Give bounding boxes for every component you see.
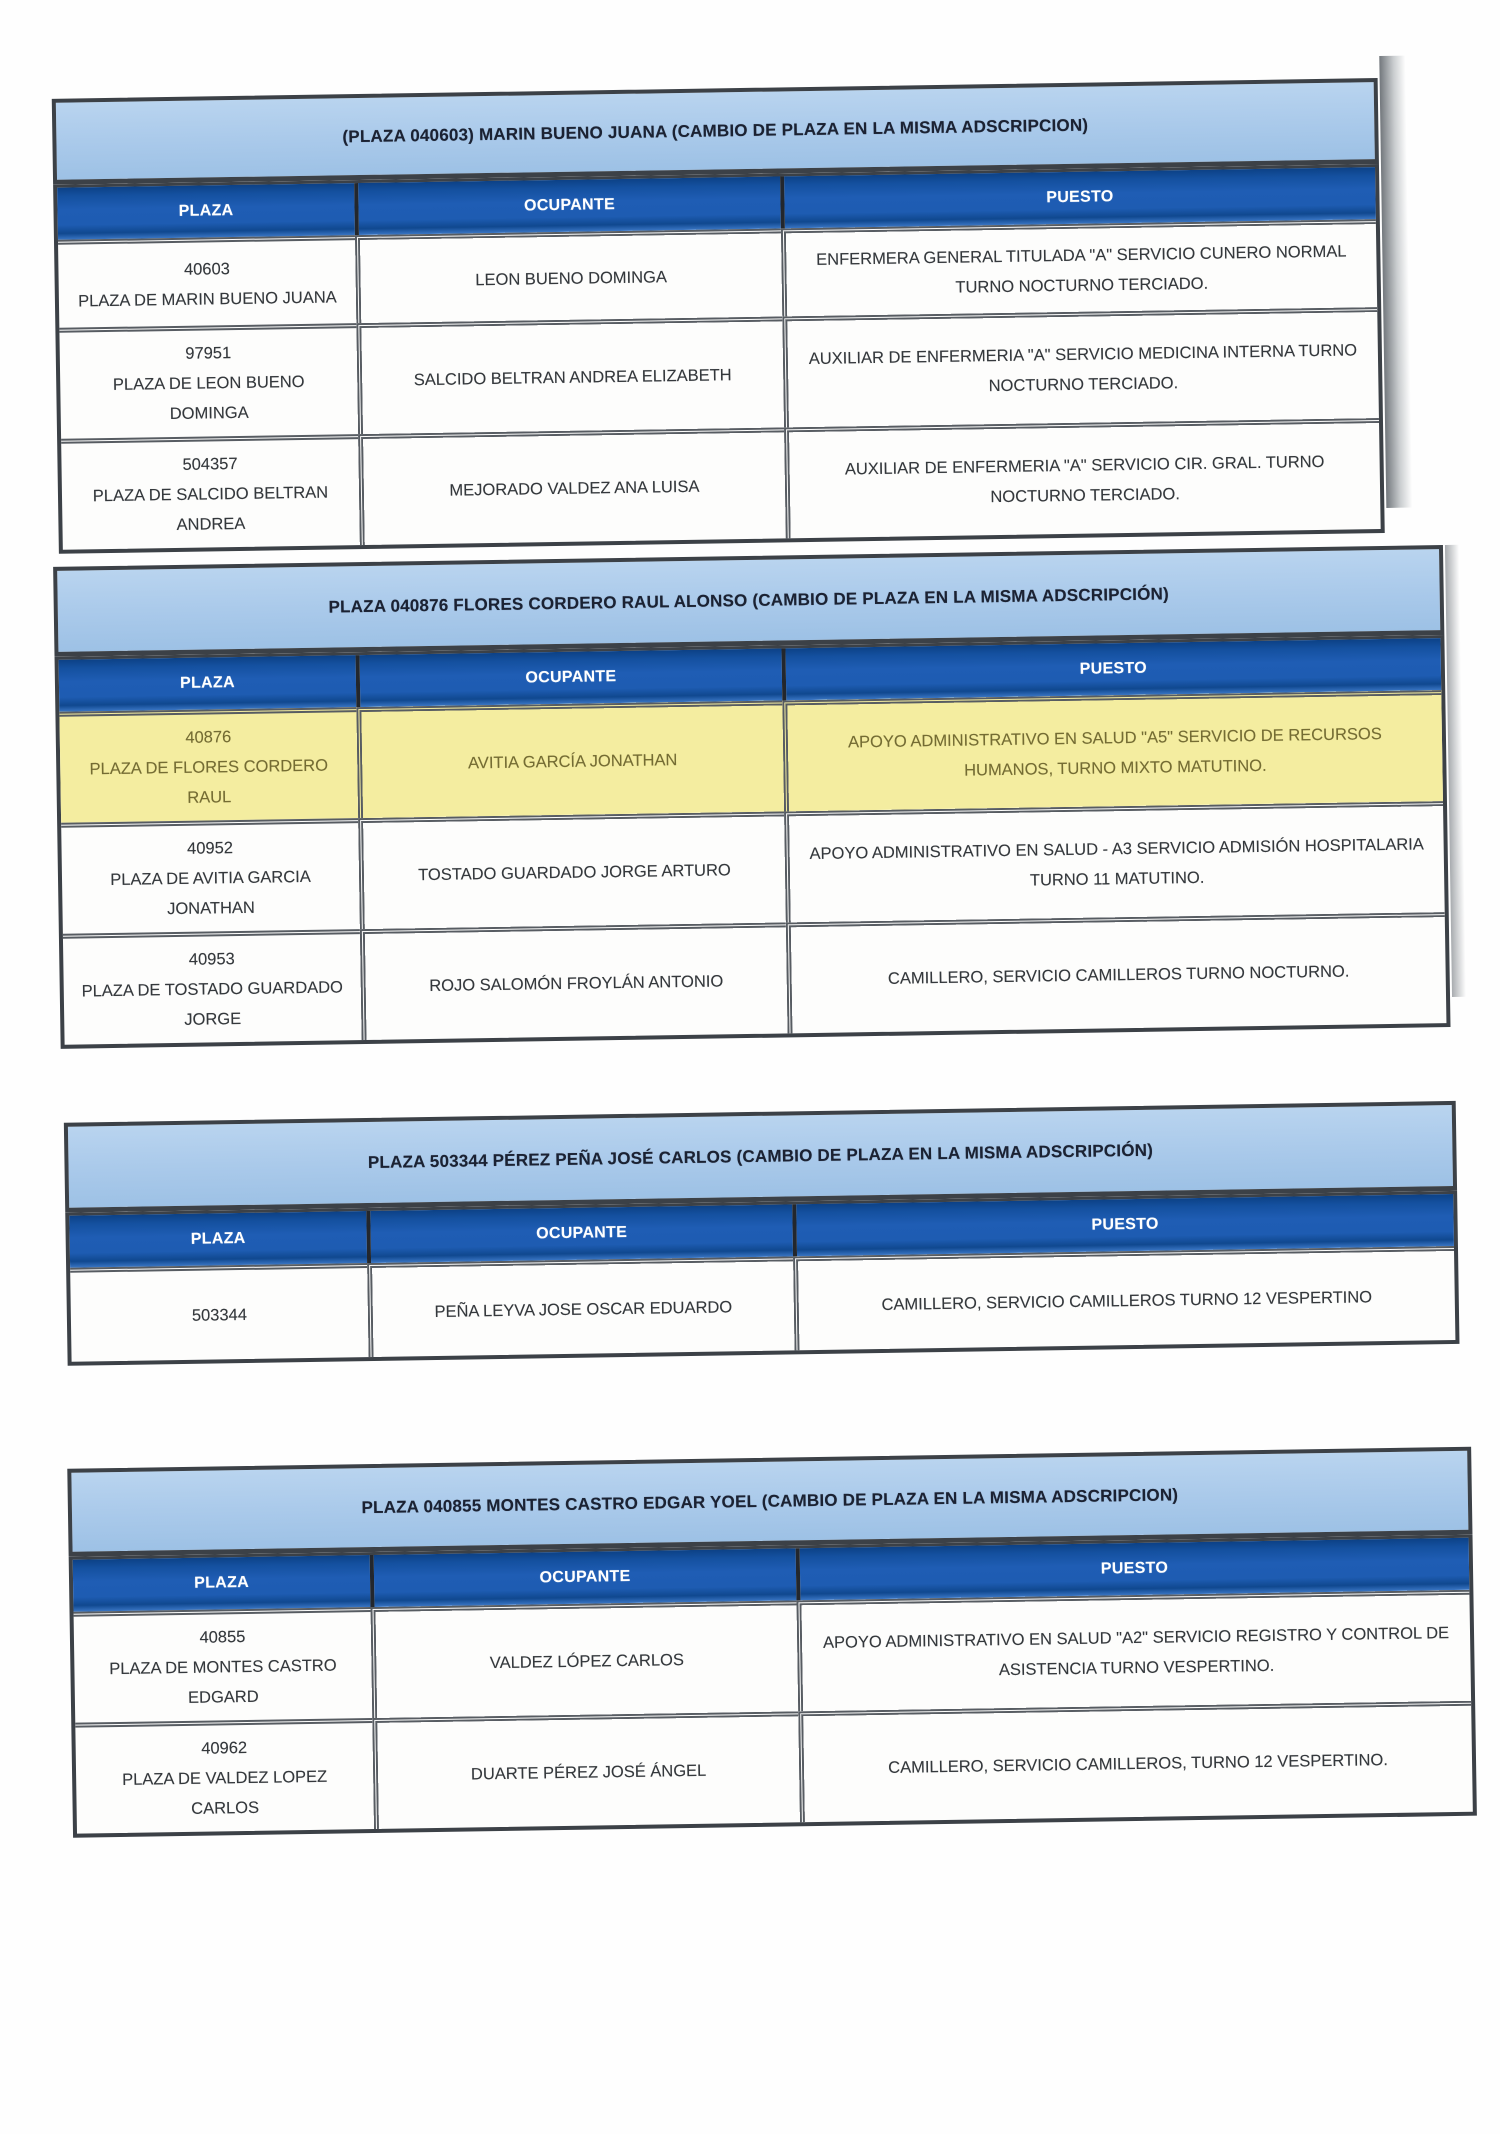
puesto-cell: CAMILLERO, SERVICIO CAMILLEROS, TURNO 12 VESPERTINO. — [798, 1701, 1473, 1823]
ocupante-cell: VALDEZ LÓPEZ CARLOS — [370, 1600, 798, 1718]
plaza-label: PLAZA DE SALCIDO BELTRAN ANDREA — [92, 483, 329, 534]
ocupante-cell: LEON BUENO DOMINGA — [355, 228, 782, 323]
plaza-number: 503344 — [191, 1305, 248, 1325]
plaza-cell — [61, 818, 360, 934]
plaza-number: 40603 — [183, 259, 231, 279]
plaza-number: 40952 — [186, 839, 234, 858]
table-grid — [69, 1535, 1477, 1838]
plaza-label: PLAZA DE FLORES CORDERO RAUL — [89, 756, 329, 807]
puesto-cell: CAMILLERO, SERVICIO CAMILLEROS TURNO 12 VESPERTINO — [793, 1246, 1455, 1350]
column-header-ocupante: OCUPANTE — [370, 1548, 797, 1607]
table-grid — [53, 164, 1385, 554]
plaza-cell — [61, 434, 360, 550]
plaza-label: PLAZA DE AVITIA GARCIA JONATHAN — [110, 867, 311, 919]
plaza-number: 40962 — [201, 1738, 248, 1758]
puesto-cell: AUXILIAR DE ENFERMERIA "A" SERVICIO MEDICINA INTERNA TURNO NOCTURNO TERCIADO. — [782, 307, 1379, 427]
column-header-ocupante: OCUPANTE — [356, 648, 783, 707]
column-header-plaza: PLAZA — [73, 1555, 371, 1612]
plaza-cell — [63, 929, 362, 1045]
plaza-number: 40876 — [185, 728, 232, 747]
ocupante-cell: SALCIDO BELTRAN ANDREA ELIZABETH — [356, 316, 784, 434]
plaza-cell — [58, 235, 356, 328]
column-header-plaza: PLAZA — [59, 655, 357, 712]
plaza-label: PLAZA DE MONTES CASTRO EDGARD — [109, 1656, 337, 1707]
plaza-cell — [70, 1263, 368, 1362]
column-header-plaza: PLAZA — [69, 1211, 367, 1268]
plaza-number: 504357 — [182, 454, 238, 474]
plaza-table-040855 — [67, 1447, 1477, 1838]
plaza-cell — [59, 323, 358, 439]
scan-edge-shadow — [1379, 56, 1412, 508]
plaza-table-040876 — [53, 545, 1450, 1049]
column-header-puesto: PUESTO — [796, 1538, 1470, 1601]
column-header-ocupante: OCUPANTE — [354, 176, 781, 235]
table-grid — [65, 1191, 1459, 1366]
ocupante-cell: TOSTADO GUARDADO JORGE ARTURO — [358, 811, 786, 929]
ocupante-cell: PEÑA LEYVA JOSE OSCAR EDUARDO — [367, 1256, 794, 1357]
ocupante-cell: DUARTE PÉREZ JOSÉ ÁNGEL — [372, 1711, 800, 1829]
plaza-label: PLAZA DE VALDEZ LOPEZ CARLOS — [121, 1767, 328, 1818]
ocupante-cell-highlighted: AVITIA GARCÍA JONATHAN — [356, 700, 784, 818]
plaza-label: PLAZA DE MARIN BUENO JUANA — [78, 287, 337, 310]
plaza-cell — [74, 1607, 373, 1723]
plaza-label: PLAZA DE LEON BUENO DOMINGA — [112, 372, 305, 424]
ocupante-cell: ROJO SALOMÓN FROYLÁN ANTONIO — [360, 922, 788, 1040]
table-title: (PLAZA 040603) MARIN BUENO JUANA (CAMBIO DE PLAZA EN LA MISMA ADSCRIPCION) — [342, 115, 1089, 146]
table-title: PLAZA 040855 MONTES CASTRO EDGAR YOEL (CAMBIO DE PLAZA EN LA MISMA ADSCRIPCION) — [361, 1484, 1179, 1517]
column-header-puesto: PUESTO — [792, 1194, 1454, 1256]
puesto-cell: APOYO ADMINISTRATIVO EN SALUD "A2" SERVICIO REGISTRO Y CONTROL DE ASISTENCIA TURNO VESPERTINO. — [796, 1590, 1471, 1712]
plaza-number: 40953 — [188, 950, 235, 969]
column-header-ocupante: OCUPANTE — [366, 1204, 793, 1263]
puesto-cell: AUXILIAR DE ENFERMERIA "A" SERVICIO CIR. GRAL. TURNO NOCTURNO TERCIADO. — [784, 418, 1381, 538]
plaza-table-040603 — [52, 78, 1385, 554]
plaza-label: PLAZA DE TOSTADO GUARDADO JORGE — [81, 978, 344, 1029]
puesto-cell: ENFERMERA GENERAL TITULADA "A" SERVICIO CUNERO NORMAL TURNO NOCTURNO TERCIADO. — [781, 219, 1377, 316]
puesto-cell: CAMILLERO, SERVICIO CAMILLEROS TURNO NOCTURNO. — [786, 912, 1447, 1033]
column-header-puesto: PUESTO — [781, 638, 1441, 700]
puesto-cell-highlighted: APOYO ADMINISTRATIVO EN SALUD "A5" SERVICIO DE RECURSOS HUMANOS, TURNO MIXTO MATUTINO. — [782, 690, 1443, 811]
plaza-cell-highlighted — [59, 707, 358, 823]
plaza-number: 97951 — [185, 344, 232, 363]
table-grid — [55, 635, 1451, 1049]
plaza-table-503344 — [64, 1101, 1460, 1366]
column-header-puesto: PUESTO — [780, 167, 1376, 228]
table-title: PLAZA 040876 FLORES CORDERO RAUL ALONSO (CAMBIO DE PLAZA EN LA MISMA ADSCRIPCIÓN) — [328, 583, 1170, 617]
table-title: PLAZA 503344 PÉREZ PEÑA JOSÉ CARLOS (CAMBIO DE PLAZA EN LA MISMA ADSCRIPCIÓN) — [367, 1140, 1154, 1172]
column-header-plaza: PLAZA — [57, 183, 355, 240]
ocupante-cell: MEJORADO VALDEZ ANA LUISA — [358, 427, 786, 545]
puesto-cell: APOYO ADMINISTRATIVO EN SALUD - A3 SERVICIO ADMISIÓN HOSPITALARIA TURNO 11 MATUTINO. — [784, 801, 1445, 922]
plaza-cell — [75, 1718, 374, 1834]
plaza-number: 40855 — [199, 1628, 246, 1647]
